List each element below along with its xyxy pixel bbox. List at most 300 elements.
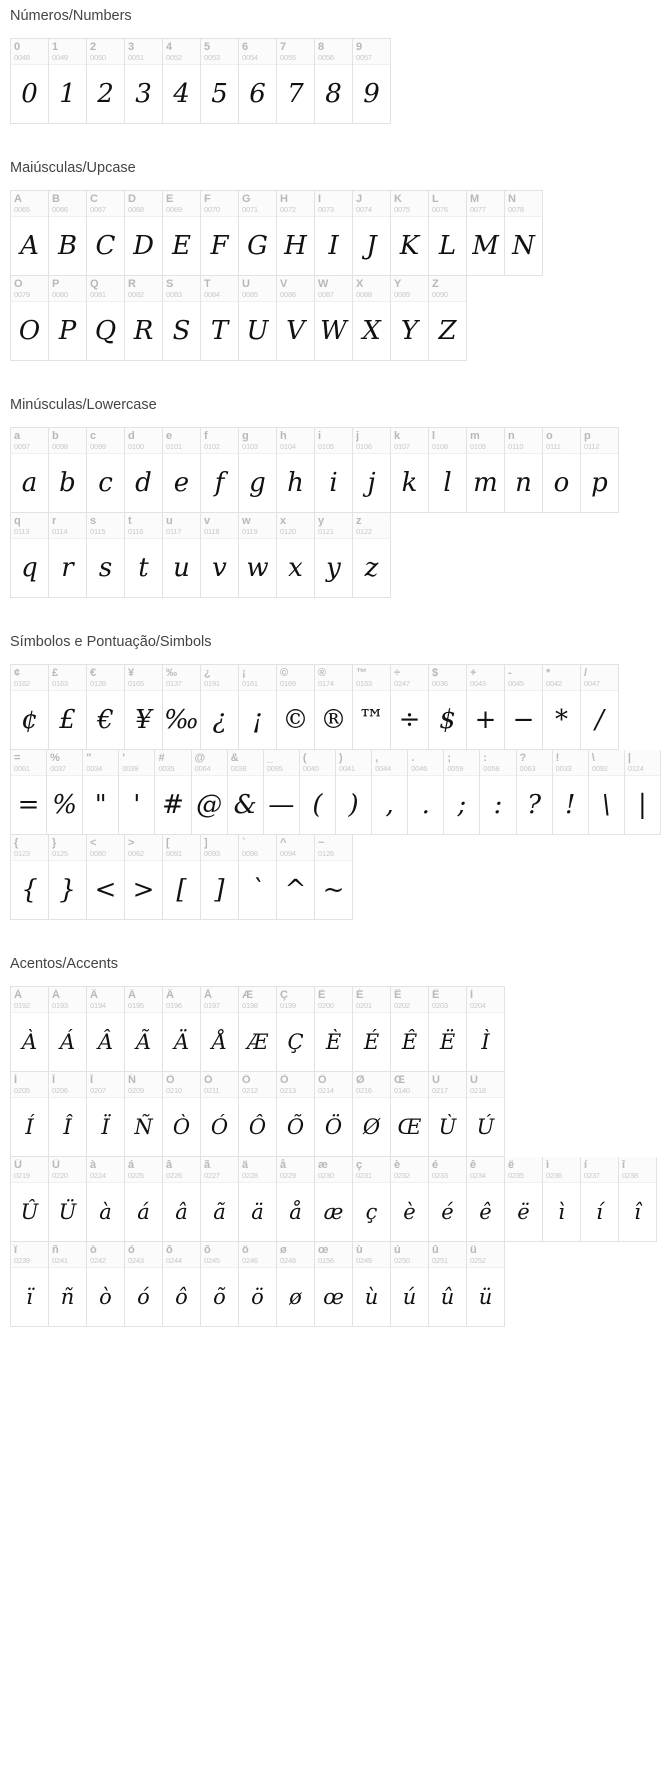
glyph-cell-header xyxy=(49,665,86,691)
glyph-char-label: / xyxy=(584,667,588,679)
glyph-code-label: 0109 xyxy=(470,442,486,451)
glyph-cell[interactable] xyxy=(467,1072,505,1157)
glyph-cell[interactable] xyxy=(277,1157,315,1242)
glyph-code-label: 0088 xyxy=(356,290,372,299)
glyph-cell[interactable] xyxy=(277,1072,315,1157)
glyph-code-label: 0202 xyxy=(394,1001,410,1010)
glyph-cell-header xyxy=(49,39,86,65)
glyph-code-label: 0105 xyxy=(318,442,334,451)
glyph-cell[interactable] xyxy=(505,427,543,513)
glyph-cell[interactable] xyxy=(11,427,49,513)
glyph-char-label: * xyxy=(546,667,551,679)
glyph-cell[interactable] xyxy=(581,1157,619,1242)
glyph-code-label: 0252 xyxy=(470,1256,486,1265)
glyph-cell[interactable] xyxy=(11,190,49,276)
glyph-cell[interactable] xyxy=(11,1157,49,1242)
glyph-cell[interactable] xyxy=(391,1157,429,1242)
glyph-cell[interactable] xyxy=(125,664,163,750)
glyph-cell[interactable] xyxy=(581,664,619,750)
glyph-cell[interactable] xyxy=(372,750,408,835)
glyph-cell[interactable] xyxy=(87,190,125,276)
glyph-char-label: É xyxy=(356,989,364,1001)
glyph-cell[interactable] xyxy=(201,190,239,276)
glyph-code-label: 0119 xyxy=(242,527,258,536)
glyph-cell[interactable] xyxy=(11,750,47,835)
glyph-cell[interactable] xyxy=(125,986,163,1072)
glyph-code-label: 0094 xyxy=(280,849,296,858)
glyph-cell[interactable] xyxy=(353,986,391,1072)
glyph-char-label: ! xyxy=(555,752,560,764)
glyph-cell[interactable] xyxy=(239,427,277,513)
glyph-cell[interactable] xyxy=(505,190,543,276)
glyph-preview: E xyxy=(172,231,191,261)
glyph-preview: õ xyxy=(213,1284,226,1309)
glyph-char-label: Ò xyxy=(166,1074,175,1086)
glyph-preview: û xyxy=(440,1284,455,1309)
glyph-cell[interactable] xyxy=(87,38,125,124)
glyph-char-label: Ë xyxy=(432,989,440,1001)
glyph-cell-header xyxy=(49,1157,86,1183)
glyph-cell[interactable] xyxy=(553,750,589,835)
glyph-cell-header xyxy=(192,750,227,776)
glyph-char-label: æ xyxy=(318,1159,328,1171)
glyph-cell[interactable] xyxy=(163,513,201,598)
glyph-cell[interactable] xyxy=(87,1072,125,1157)
glyph-cell[interactable] xyxy=(11,1242,49,1327)
glyph-preview: G xyxy=(247,231,268,261)
glyph-char-label: Â xyxy=(90,989,98,1001)
glyph-cell[interactable] xyxy=(125,276,163,361)
glyph-cell[interactable] xyxy=(467,664,505,750)
glyph-cell[interactable] xyxy=(277,190,315,276)
glyph-cell[interactable] xyxy=(125,1157,163,1242)
glyph-code-label: 0074 xyxy=(356,205,372,214)
glyph-preview: " xyxy=(94,790,107,820)
glyph-cell[interactable] xyxy=(192,750,228,835)
glyph-cell[interactable] xyxy=(163,986,201,1072)
glyph-cell[interactable] xyxy=(353,190,391,276)
glyph-code-label: 0064 xyxy=(194,764,211,773)
glyph-cell[interactable] xyxy=(315,1157,353,1242)
glyph-char-label: P xyxy=(52,278,60,290)
glyph-cell[interactable] xyxy=(239,1072,277,1157)
glyph-preview: Ç xyxy=(287,1029,304,1054)
glyph-cell[interactable] xyxy=(239,1157,277,1242)
glyph-preview: 7 xyxy=(287,79,304,109)
glyph-cell[interactable] xyxy=(581,427,619,513)
glyph-char-label: b xyxy=(52,430,59,442)
glyph-cell[interactable] xyxy=(353,1242,391,1327)
glyph-code-label: 0111 xyxy=(546,442,561,451)
glyph-cell[interactable] xyxy=(429,1157,467,1242)
glyph-preview: [ xyxy=(176,875,187,905)
glyph-preview: Ò xyxy=(172,1114,191,1139)
glyph-cell[interactable] xyxy=(163,664,201,750)
glyph-code-label: 0204 xyxy=(470,1001,486,1010)
glyph-cell[interactable] xyxy=(517,750,553,835)
glyph-cell[interactable] xyxy=(125,513,163,598)
glyph-preview: Ã xyxy=(135,1029,152,1054)
glyph-code-label: 0196 xyxy=(166,1001,182,1010)
glyph-cell[interactable] xyxy=(87,835,125,920)
glyph-cell[interactable] xyxy=(49,513,87,598)
glyph-cell[interactable] xyxy=(429,427,467,513)
glyph-cell-header xyxy=(315,428,352,454)
glyph-code-label: 0099 xyxy=(90,442,106,451)
glyph-code-label: 0042 xyxy=(546,679,562,688)
glyph-cell[interactable] xyxy=(467,190,505,276)
glyph-cell[interactable] xyxy=(163,1242,201,1327)
glyph-char-label: R xyxy=(128,278,136,290)
glyph-cell-header xyxy=(505,1157,542,1183)
glyph-cell[interactable] xyxy=(11,1072,49,1157)
glyph-cell[interactable] xyxy=(353,1157,391,1242)
glyph-code-label: 0103 xyxy=(242,442,258,451)
glyph-cell[interactable] xyxy=(49,427,87,513)
glyph-cell-header xyxy=(201,1157,238,1183)
glyph-cell-header xyxy=(125,39,162,65)
glyph-cell[interactable] xyxy=(125,1072,163,1157)
glyph-cell-header xyxy=(315,1242,352,1268)
glyph-preview: ñ xyxy=(60,1284,75,1309)
glyph-code-label: 0098 xyxy=(52,442,68,451)
glyph-char-label: X xyxy=(356,278,364,290)
glyph-cell[interactable] xyxy=(277,986,315,1072)
glyph-cell[interactable] xyxy=(444,750,480,835)
glyph-cell-header xyxy=(239,428,276,454)
glyph-cell[interactable] xyxy=(201,1072,239,1157)
glyph-cell[interactable] xyxy=(315,276,353,361)
glyph-cell[interactable] xyxy=(467,427,505,513)
glyph-cell[interactable] xyxy=(87,427,125,513)
glyph-cell[interactable] xyxy=(163,427,201,513)
glyph-cell-header xyxy=(163,1072,200,1098)
glyph-char-label: Ü xyxy=(52,1159,60,1171)
glyph-cell[interactable] xyxy=(201,664,239,750)
glyph-cell[interactable] xyxy=(315,664,353,750)
glyph-char-label: è xyxy=(394,1159,401,1171)
glyph-char-label: K xyxy=(394,193,402,205)
glyph-preview: o xyxy=(553,468,570,498)
glyph-cell[interactable] xyxy=(543,1157,581,1242)
glyph-cell[interactable] xyxy=(49,1072,87,1157)
glyph-cell[interactable] xyxy=(315,1072,353,1157)
glyph-cell[interactable] xyxy=(391,276,429,361)
glyph-cell[interactable] xyxy=(239,276,277,361)
glyph-preview: 4 xyxy=(173,79,190,109)
glyph-preview: Î xyxy=(63,1114,72,1139)
glyph-cell-header xyxy=(201,276,238,302)
glyph-cell[interactable] xyxy=(11,835,49,920)
glyph-char-label: Ú xyxy=(470,1074,478,1086)
glyph-cell[interactable] xyxy=(87,1242,125,1327)
glyph-cell[interactable] xyxy=(49,835,87,920)
glyph-cell-header xyxy=(155,750,190,776)
glyph-cell[interactable] xyxy=(49,986,87,1072)
glyph-cell-header xyxy=(239,835,276,861)
glyph-char-label: S xyxy=(166,278,174,290)
glyph-cell[interactable] xyxy=(277,835,315,920)
glyph-cell[interactable] xyxy=(353,38,391,124)
glyph-cell[interactable] xyxy=(467,1157,505,1242)
glyph-cell[interactable] xyxy=(11,986,49,1072)
glyph-cell-header xyxy=(353,428,390,454)
glyph-cell[interactable] xyxy=(315,427,353,513)
glyph-cell[interactable] xyxy=(505,1157,543,1242)
glyph-cell[interactable] xyxy=(408,750,444,835)
glyph-cell[interactable] xyxy=(163,190,201,276)
glyph-cell[interactable] xyxy=(155,750,191,835)
glyph-cell[interactable] xyxy=(125,427,163,513)
glyph-preview: e xyxy=(173,468,190,498)
glyph-char-label: s xyxy=(90,515,97,527)
glyph-cell[interactable] xyxy=(277,276,315,361)
glyph-preview: é xyxy=(441,1199,454,1224)
glyph-preview: h xyxy=(287,468,304,498)
glyph-row xyxy=(10,427,661,513)
glyph-cell[interactable] xyxy=(353,664,391,750)
glyph-row xyxy=(10,38,661,124)
glyph-code-label: 0050 xyxy=(90,53,106,62)
glyph-code-label: 0206 xyxy=(52,1086,68,1095)
glyph-cell[interactable] xyxy=(125,835,163,920)
glyph-cell[interactable] xyxy=(429,1072,467,1157)
glyph-preview: Ô xyxy=(248,1114,267,1139)
glyph-code-label: 0093 xyxy=(204,849,220,858)
glyph-code-label: 0118 xyxy=(204,527,220,536)
glyph-cell[interactable] xyxy=(543,427,581,513)
glyph-cell[interactable] xyxy=(239,986,277,1072)
glyph-cell[interactable] xyxy=(163,38,201,124)
glyph-cell[interactable] xyxy=(429,664,467,750)
glyph-cell[interactable] xyxy=(163,835,201,920)
glyph-cell-header xyxy=(277,428,314,454)
glyph-code-label: 0232 xyxy=(394,1171,410,1180)
glyph-preview: ™ xyxy=(358,705,385,735)
glyph-preview: ù xyxy=(364,1284,379,1309)
glyph-char-label: q xyxy=(14,515,21,527)
glyph-cell-header xyxy=(87,1157,124,1183)
glyph-cell[interactable] xyxy=(277,38,315,124)
glyph-cell[interactable] xyxy=(201,276,239,361)
glyph-char-label: ø xyxy=(280,1244,287,1256)
glyph-preview: î xyxy=(634,1199,641,1224)
glyph-cell[interactable] xyxy=(201,427,239,513)
glyph-cell[interactable] xyxy=(239,664,277,750)
glyph-preview: Á xyxy=(59,1029,76,1054)
glyph-preview: 1 xyxy=(59,79,76,109)
glyph-cell[interactable] xyxy=(201,513,239,598)
glyph-char-label: H xyxy=(280,193,288,205)
glyph-cell[interactable] xyxy=(315,1242,353,1327)
glyph-cell[interactable] xyxy=(11,38,49,124)
glyph-cell[interactable] xyxy=(277,427,315,513)
glyph-row xyxy=(10,1242,661,1327)
glyph-cell[interactable] xyxy=(49,1242,87,1327)
glyph-code-label: 0044 xyxy=(375,764,391,773)
glyph-cell[interactable] xyxy=(11,513,49,598)
glyph-cell[interactable] xyxy=(315,835,353,920)
glyph-cell[interactable] xyxy=(239,190,277,276)
glyph-cell[interactable] xyxy=(239,38,277,124)
glyph-char-label: V xyxy=(280,278,288,290)
glyph-preview: Ø xyxy=(362,1114,381,1139)
glyph-preview: s xyxy=(98,553,113,583)
glyph-cell[interactable] xyxy=(391,986,429,1072)
glyph-cell[interactable] xyxy=(11,664,49,750)
glyph-cell[interactable] xyxy=(467,1242,505,1327)
glyph-cell-header xyxy=(619,1157,656,1183)
glyph-preview: < xyxy=(94,875,117,905)
glyph-preview: K xyxy=(399,231,420,261)
glyph-cell[interactable] xyxy=(480,750,516,835)
glyph-char-label: \ xyxy=(591,752,595,764)
glyph-cell[interactable] xyxy=(228,750,264,835)
glyph-cell[interactable] xyxy=(11,276,49,361)
glyph-cell[interactable] xyxy=(391,664,429,750)
glyph-cell[interactable] xyxy=(315,986,353,1072)
glyph-cell[interactable] xyxy=(163,1157,201,1242)
glyph-cell[interactable] xyxy=(429,1242,467,1327)
glyph-preview: ( xyxy=(312,790,323,820)
glyph-cell[interactable] xyxy=(119,750,155,835)
glyph-cell[interactable] xyxy=(391,1072,429,1157)
glyph-cell[interactable] xyxy=(239,513,277,598)
glyph-char-label: g xyxy=(242,430,249,442)
glyph-cell[interactable] xyxy=(619,1157,657,1242)
glyph-cell-header xyxy=(11,276,48,302)
glyph-cell[interactable] xyxy=(391,1242,429,1327)
glyph-cell[interactable] xyxy=(429,190,467,276)
glyph-cell[interactable] xyxy=(201,835,239,920)
glyph-cell[interactable] xyxy=(353,513,391,598)
glyph-cell[interactable] xyxy=(49,276,87,361)
glyph-section xyxy=(0,361,661,598)
glyph-cell[interactable] xyxy=(201,1242,239,1327)
glyph-code-label: 0229 xyxy=(280,1171,296,1180)
glyph-cell[interactable] xyxy=(87,276,125,361)
glyph-char-label: ë xyxy=(508,1159,515,1171)
glyph-cell[interactable] xyxy=(239,835,277,920)
glyph-preview: Q xyxy=(94,316,117,346)
glyph-cell[interactable] xyxy=(429,276,467,361)
glyph-preview: T xyxy=(210,316,229,346)
glyph-code-label: 0125 xyxy=(52,849,68,858)
glyph-cell-header xyxy=(391,191,428,217)
glyph-cell[interactable] xyxy=(391,427,429,513)
glyph-preview: u xyxy=(173,553,190,583)
glyph-cell[interactable] xyxy=(239,1242,277,1327)
glyph-code-label: 0247 xyxy=(394,679,410,688)
glyph-cell[interactable] xyxy=(315,38,353,124)
glyph-code-label: 0069 xyxy=(166,205,182,214)
glyph-char-label: y xyxy=(318,515,325,527)
glyph-char-label: ö xyxy=(242,1244,249,1256)
glyph-char-label: " xyxy=(86,752,92,764)
glyph-cell-header xyxy=(239,665,276,691)
glyph-cell[interactable] xyxy=(543,664,581,750)
glyph-cell[interactable] xyxy=(125,1242,163,1327)
glyph-preview: ; xyxy=(457,790,467,820)
glyph-char-label: d xyxy=(128,430,135,442)
glyph-char-label: % xyxy=(50,752,60,764)
glyph-preview: + xyxy=(474,705,497,735)
glyph-cell[interactable] xyxy=(353,276,391,361)
glyph-cell-header xyxy=(353,276,390,302)
glyph-cell[interactable] xyxy=(505,664,543,750)
glyph-cell[interactable] xyxy=(625,750,661,835)
glyph-cell[interactable] xyxy=(201,1157,239,1242)
glyph-cell[interactable] xyxy=(315,190,353,276)
glyph-cell[interactable] xyxy=(49,190,87,276)
glyph-char-label: f xyxy=(204,430,208,442)
glyph-cell[interactable] xyxy=(264,750,300,835)
glyph-cell-header xyxy=(467,1242,504,1268)
glyph-code-label: 0112 xyxy=(584,442,600,451)
glyph-cell-header xyxy=(163,191,200,217)
glyph-cell[interactable] xyxy=(391,190,429,276)
glyph-cell[interactable] xyxy=(163,1072,201,1157)
glyph-cell[interactable] xyxy=(277,513,315,598)
glyph-cell[interactable] xyxy=(87,513,125,598)
glyph-preview: ~ xyxy=(322,875,345,905)
glyph-preview: 3 xyxy=(135,79,152,109)
glyph-cell[interactable] xyxy=(353,427,391,513)
glyph-cell[interactable] xyxy=(47,750,83,835)
glyph-code-label: 0079 xyxy=(14,290,30,299)
glyph-code-label: 0120 xyxy=(280,527,296,536)
glyph-cell[interactable] xyxy=(87,1157,125,1242)
glyph-preview: É xyxy=(363,1029,380,1054)
glyph-cell[interactable] xyxy=(49,664,87,750)
glyph-cell[interactable] xyxy=(125,38,163,124)
glyph-preview: v xyxy=(212,553,227,583)
glyph-code-label: 0091 xyxy=(166,849,182,858)
glyph-cell[interactable] xyxy=(300,750,336,835)
glyph-cell[interactable] xyxy=(87,664,125,750)
glyph-cell[interactable] xyxy=(125,190,163,276)
glyph-preview: n xyxy=(515,468,532,498)
glyph-preview: £ xyxy=(59,705,76,735)
glyph-cell[interactable] xyxy=(83,750,119,835)
glyph-cell[interactable] xyxy=(201,986,239,1072)
glyph-cell[interactable] xyxy=(336,750,372,835)
glyph-cell-header xyxy=(353,1072,390,1098)
glyph-cell-header xyxy=(581,665,618,691)
glyph-cell-header xyxy=(49,191,86,217)
glyph-cell[interactable] xyxy=(353,1072,391,1157)
glyph-cell[interactable] xyxy=(277,1242,315,1327)
glyph-cell-header xyxy=(277,1242,314,1268)
glyph-cell[interactable] xyxy=(87,986,125,1072)
glyph-cell-header xyxy=(87,665,124,691)
glyph-cell[interactable] xyxy=(429,986,467,1072)
glyph-cell[interactable] xyxy=(49,38,87,124)
glyph-code-label: 0062 xyxy=(128,849,144,858)
glyph-cell-header xyxy=(391,1157,428,1183)
glyph-grid xyxy=(0,415,661,598)
glyph-cell[interactable] xyxy=(589,750,625,835)
glyph-char-label: $ xyxy=(432,667,439,679)
glyph-cell[interactable] xyxy=(201,38,239,124)
glyph-cell[interactable] xyxy=(49,1157,87,1242)
glyph-cell[interactable] xyxy=(277,664,315,750)
glyph-cell[interactable] xyxy=(163,276,201,361)
glyph-code-label: 0123 xyxy=(14,849,30,858)
glyph-cell[interactable] xyxy=(467,986,505,1072)
glyph-cell[interactable] xyxy=(315,513,353,598)
glyph-char-label: ; xyxy=(447,752,451,764)
